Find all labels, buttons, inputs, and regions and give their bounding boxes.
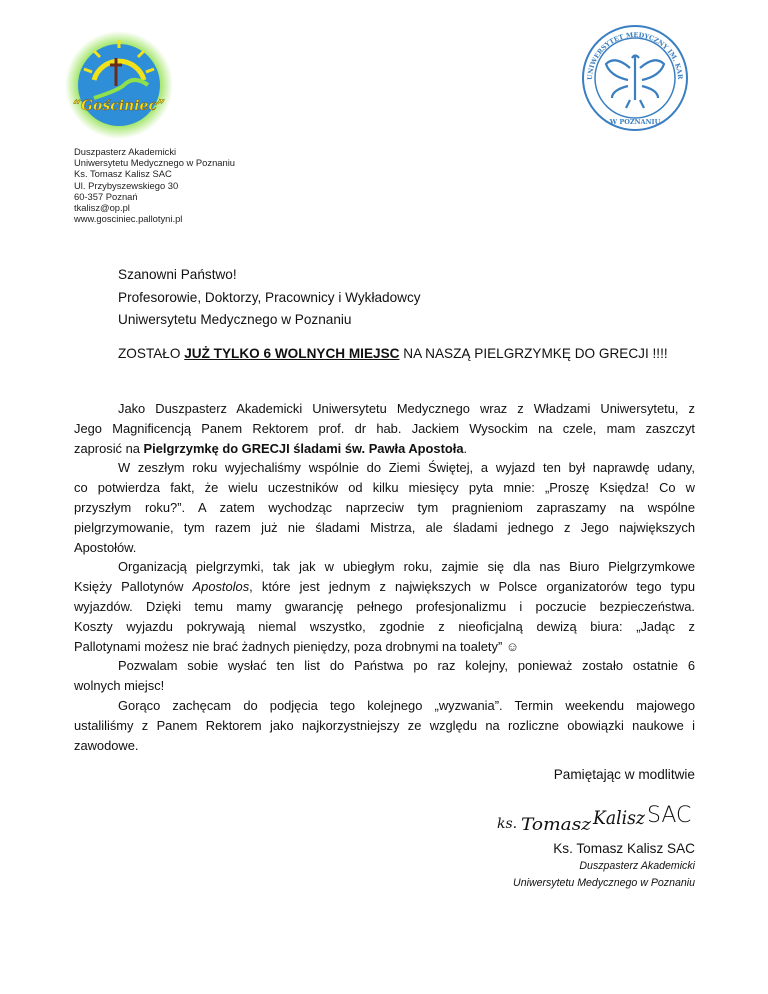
paragraph-line [74,676,695,696]
text-run: , które jest jednym z największych w Polsce organizatorów tego typu [249,579,696,595]
text-run: pielgrzymowanie, tym razem już nie śladami Mistrza, ale śladami jednego z Jego największych [74,519,695,535]
text-run: zawodowe. [74,737,139,753]
bold-text: Pielgrzymkę do GRECJI śladami św. Pawła Apostoła [143,440,464,456]
notice-highlight: JUŻ TYLKO 6 WOLNYCH MIEJSC [184,346,400,361]
paragraph-line [74,557,695,577]
text-run: W zeszłym roku wyjechaliśmy wspólnie do Ziemi Świętej, a wyjazd ten był naprawdę udany, [118,460,695,476]
paragraph-line [74,518,695,538]
text-run: Apostołów. [74,539,137,555]
svg-text:SAC: SAC [647,803,692,828]
signer-institution: Uniwersytetu Medycznego w Poznaniu [513,877,695,889]
notice-after: NA NASZĄ PIELGRZYMKĘ DO GRECJI !!!! [399,346,668,361]
svg-text:“Gościniec”: “Gościniec” [72,98,166,114]
paragraph-line [74,716,695,736]
paragraph [74,696,695,755]
text-run: ustaliliśmy z Panem Rektorem jako najkorzystniejszy ze względu na rozliczne obowiązki naukowe i [74,717,695,733]
paragraph-line [74,736,695,756]
svg-text:UNIWERSYTET MEDYCZNY IM. KAROL: UNIWERSYTET MEDYCZNY IM. KAR [585,30,685,81]
sender-website: www.gosciniec.pallotyni.pl [74,213,183,225]
italic-text: Apostolos [192,579,250,595]
paragraph-line [74,656,695,676]
gosciniec-logo [64,30,174,145]
paragraph-line [74,478,695,498]
text-run: Organizacją pielgrzymki, tak jak w ubiegłym roku, zajmie się dla nas Biuro Pielgrzymkowe [118,559,695,575]
paragraph-line [74,637,695,657]
text-run: Jego Magnificencją Panem Rektorem prof. dr hab. Jackiem Wysockim na czele, mam zaszczyt [74,420,695,436]
greeting-line: Profesorowie, Doktorzy, Pracownicy i Wykładowcy [118,289,421,305]
paragraph-line [74,419,695,439]
text-run: Pozwalam sobie wysłać ten list do Państwa po raz kolejny, ponieważ zostało ostatnie 6 [118,658,695,674]
greeting [118,264,421,332]
svg-text:Tomasz: Tomasz [521,815,593,835]
text-run: zaprosić na [74,440,144,456]
sender-line: 60-357 Poznań [74,190,138,202]
signer-block [513,839,695,892]
svg-text:W POZNANIU: W POZNANIU [609,118,661,126]
sender-address-block [74,146,235,224]
notice-line [118,346,668,361]
paragraph [74,656,695,696]
text-run: . [463,440,468,456]
paragraph-line [74,458,695,478]
signer-role: Duszpasterz Akademicki [579,860,695,872]
paragraph-line [74,498,695,518]
sender-line: Uniwersytetu Medycznego w Poznaniu [74,157,236,169]
paragraph-line [74,617,695,637]
paragraph [74,557,695,656]
paragraph [74,399,695,458]
svg-text:ks.: ks. [497,816,518,832]
sender-line: Ks. Tomasz Kalisz SAC [74,168,172,180]
paragraph-line [74,439,695,459]
sender-email: tkalisz@op.pl [74,202,130,214]
text-run: Koszty wyjazdu pokrywają niemal wszystko, zgodnie z nieoficjalną dewizą biura: „Jadąc z [74,618,695,634]
text-run: co potwierdza fakt, że wielu uczestników od kilku miesięcy pyta mnie: „Proszę Księdza! Co w [74,480,695,496]
svg-text:Kalisz: Kalisz [592,807,646,829]
paragraph-line [74,577,695,597]
text-run: Księży Pallotynów [74,579,193,595]
text-run: wyjazdów. Dzięki temu mamy gwarancję pełnego profesjonalizmu i poczucie bezpieczeństwa. [74,598,695,614]
handwritten-signature [495,800,700,841]
text-run: przyszłym roku?”. A zatem wychodząc naprzeciw tym pragnieniom zapraszamy na wspólne [74,499,695,515]
text-run: Gorąco zachęcam do podjęcia tego kolejnego „wyzwania”. Termin weekendu majowego [118,697,695,713]
paragraph [74,458,695,557]
notice-before: ZOSTAŁO [118,346,185,361]
text-run: Pallotynami możesz nie brać żadnych pieniędzy, poza drobnymi na toalety” ☺ [74,638,519,654]
paragraph-line [74,696,695,716]
greeting-line: Uniwersytetu Medycznego w Poznaniu [118,312,352,327]
paragraph-line [74,538,695,558]
paragraph-line [74,597,695,617]
paragraph-line [74,399,695,419]
greeting-line: Szanowni Państwo! [118,267,237,282]
text-run: wolnych miejsc! [74,678,165,694]
university-seal [570,20,700,140]
sender-line: Duszpasterz Akademicki [74,146,177,157]
signer-name: Ks. Tomasz Kalisz SAC [553,841,695,856]
closing: Pamiętając w modlitwie [553,767,695,782]
letter-body [74,399,695,755]
sender-line: Ul. Przybyszewskiego 30 [74,179,179,191]
text-run: Jako Duszpasterz Akademicki Uniwersytetu Medycznego wraz z Władzami Uniwersytetu, z [118,401,695,416]
